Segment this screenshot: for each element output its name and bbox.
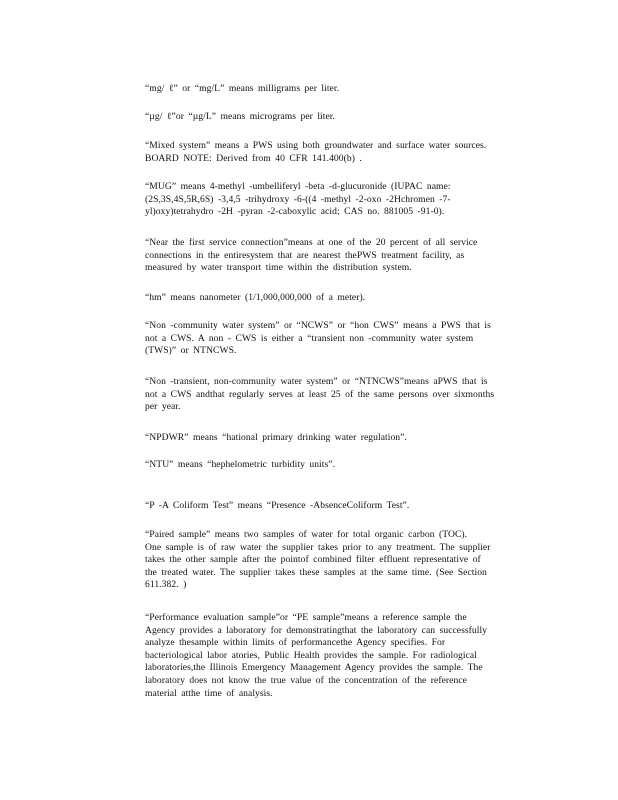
definition-mixed-system <box>145 140 545 165</box>
text-line: not a CWS andthat regularly serves at least 25 of the same persons over sixmonths <box>145 388 495 400</box>
text-line: “MUG” means 4-methyl -umbelliferyl -beta -d-glucuronide (IUPAC name: <box>145 181 451 192</box>
text-line: “µg/ ℓ”or “µg/L” means micrograms per liter. <box>145 111 335 122</box>
text-line: “NPDWR” means “hational primary drinking water regulation”. <box>145 432 407 443</box>
definition-ncws <box>145 320 545 358</box>
text-line: “Performance evaluation sample”or “PE sample”means a reference sample the <box>145 612 467 623</box>
definition-mug <box>145 181 545 219</box>
text-line: yl)oxy)tetrahydro -2H -pyran -2-caboxylic acid; CAS no. 881005 -91-0). <box>145 206 445 218</box>
text-line: “NTU” means “hephelometric turbidity units”. <box>145 459 336 470</box>
text-line: analyze thesample within limits of performancethe Agency specifies. For <box>145 637 446 649</box>
definition-nanometer <box>145 292 545 305</box>
definition-npdwr <box>145 432 545 445</box>
text-line: takes the other sample after the pointof combined filter effluent representative of <box>145 554 481 566</box>
text-line: “Paired sample” means two samples of water for total organic carbon (TOC). <box>145 529 468 540</box>
text-line: (2S,3S,4S,5R,6S) -3,4,5 -trihydroxy -6-((4 -methyl -2-oxo -2Hchromen -7- <box>145 193 451 205</box>
text-line: the treated water. The supplier takes these samples at the same time. (See Section <box>145 566 487 578</box>
definition-ntu <box>145 459 545 472</box>
text-line: BOARD NOTE: Derived from 40 CFR 141.400(b) . <box>145 152 362 164</box>
text-line: “Near the first service connection”means at one of the 20 percent of all service <box>145 237 478 248</box>
definition-paired-sample <box>145 529 545 592</box>
text-line: “Non -community water system” or “NCWS” or “hon CWS” means a PWS that is <box>145 320 491 331</box>
text-line: material atthe time of analysis. <box>145 687 273 699</box>
text-line: connections in the entiresystem that are nearest thePWS treatment facility, as <box>145 249 465 261</box>
text-line: “P -A Coliform Test” means “Presence -AbsenceColiform Test”. <box>145 500 410 511</box>
definition-near-first-service-connection <box>145 237 545 275</box>
text-line: One sample is of raw water the supplier takes prior to any treatment. The supplier <box>145 541 491 553</box>
definition-pa-coliform-test <box>145 500 545 513</box>
text-line: “hm” means nanometer (1/1,000,000,000 of a meter). <box>145 292 366 303</box>
text-line: 611.382. ) <box>145 579 187 591</box>
definition-ug-per-liter <box>145 111 545 124</box>
definition-performance-evaluation-sample <box>145 612 545 700</box>
text-line: laboratory does not know the true value of the concentration of the reference <box>145 674 467 686</box>
text-line: (TWS)” or NTNCWS. <box>145 345 237 357</box>
definition-mg-per-liter <box>145 83 545 96</box>
text-line: “Non -transient, non-community water system” or “NTNCWS”means aPWS that is <box>145 376 488 387</box>
text-line: “Mixed system” means a PWS using both groundwater and surface water sources. <box>145 140 487 151</box>
text-line: “mg/ ℓ” or “mg/L” means milligrams per liter. <box>145 83 340 94</box>
text-line: measured by water transport time within the distribution system. <box>145 262 412 274</box>
text-line: Agency provides a laboratory for demonstratingthat the laboratory can successfully <box>145 624 488 636</box>
text-line: not a CWS. A non - CWS is either a “transient non -community water system <box>145 332 474 344</box>
text-line: bacteriological labor atories, Public Health provides the sample. For radiological <box>145 649 477 661</box>
text-line: laboratories,the Illinois Emergency Management Agency provides the sample. The <box>145 662 483 674</box>
definition-ntncws <box>145 376 545 414</box>
text-line: per year. <box>145 401 181 413</box>
